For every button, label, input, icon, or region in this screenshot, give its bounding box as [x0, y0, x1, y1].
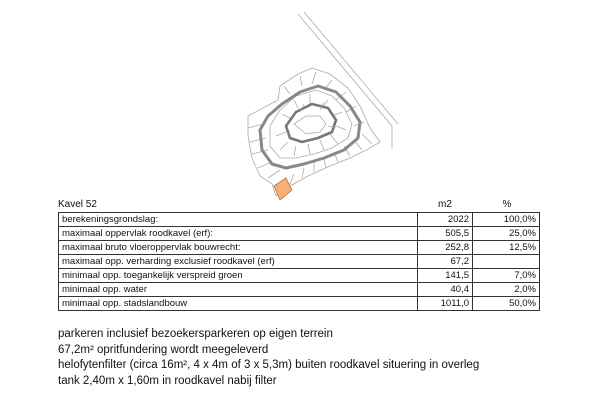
row-m2: 67,2 — [418, 255, 473, 269]
table-row — [59, 255, 540, 269]
row-label: minimaal opp. toegankelijk verspreid groen — [59, 269, 418, 283]
table-row — [59, 269, 540, 283]
site-plan-map — [220, 8, 400, 204]
row-m2: 2022 — [418, 213, 473, 227]
highlighted-plot — [274, 178, 292, 200]
table-row — [59, 241, 540, 255]
row-m2: 1011,0 — [418, 297, 473, 311]
column-header-percent: % — [502, 199, 512, 210]
row-label: minimaal opp. stadslandbouw — [59, 297, 418, 311]
notes-block — [58, 327, 479, 389]
row-label: maximaal opp. verharding exclusief roodkavel (erf) — [59, 255, 418, 269]
column-header-m2: m2 — [438, 199, 452, 210]
row-percent: 7,0% — [473, 269, 540, 283]
row-percent: 100,0% — [473, 213, 540, 227]
note-line: helofytenfilter (circa 16m², 4 x 4m of 3 x 5,3m) buiten roodkavel situering in overleg — [58, 359, 480, 371]
row-percent: 50,0% — [473, 297, 540, 311]
row-label: berekeningsgrondslag: — [59, 213, 418, 227]
area-table — [58, 212, 540, 311]
note-line: 67,2m² opritfundering wordt meegeleverd — [58, 343, 269, 356]
row-m2: 141,5 — [418, 269, 473, 283]
note-line: tank 2,40m x 1,60m in roodkavel nabij filter — [58, 374, 277, 387]
row-label: maximaal bruto vloeroppervlak bouwrecht: — [59, 241, 418, 255]
note-line: parkeren inclusief bezoekersparkeren op eigen terrein — [58, 328, 333, 340]
row-m2: 252,8 — [418, 241, 473, 255]
row-label: minimaal opp. water — [59, 283, 418, 297]
table-row — [59, 213, 540, 227]
row-label: maximaal oppervlak roodkavel (erf): — [59, 227, 418, 241]
row-m2: 505,5 — [418, 227, 473, 241]
table-row — [59, 283, 540, 297]
row-percent — [473, 255, 540, 269]
row-percent: 2,0% — [473, 283, 540, 297]
row-m2: 40,4 — [418, 283, 473, 297]
row-percent: 25,0% — [473, 227, 540, 241]
table-row — [59, 297, 540, 311]
plot-title: Kavel 52 — [58, 199, 97, 210]
row-percent: 12,5% — [473, 241, 540, 255]
table-row — [59, 227, 540, 241]
